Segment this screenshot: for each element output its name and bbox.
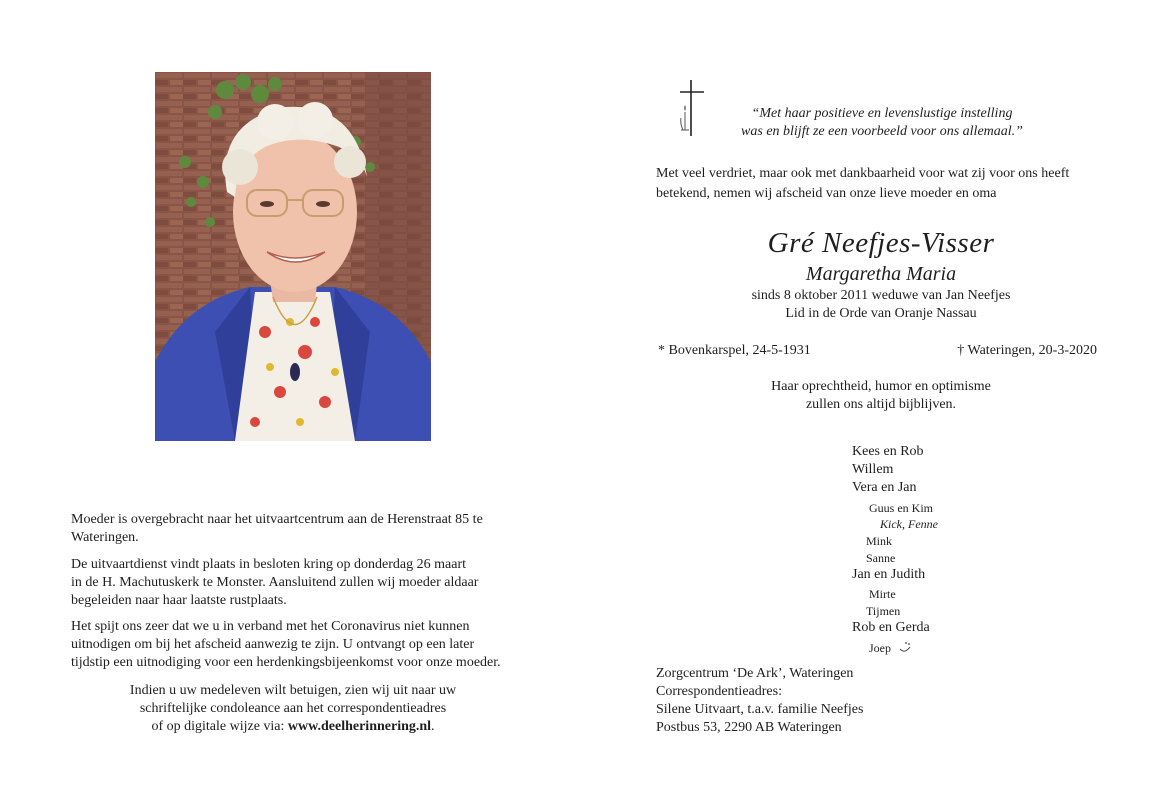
text-line: schriftelijke condoleance aan het correspondentieadres [139, 701, 447, 716]
corona-paragraph [71, 618, 515, 672]
deceased-name: Gré Neefjes-Visser [767, 227, 995, 259]
family-member: Willem [852, 462, 894, 477]
quote-line: was en blijft ze een voorbeeld voor ons allemaal.” [741, 124, 1023, 139]
widow-line: sinds 8 oktober 2011 weduwe van Jan Neefjes [751, 288, 1011, 303]
death-date: † Wateringen, 20-3-2020 [957, 343, 1097, 358]
family-member: Mirte [869, 587, 896, 601]
correspondence-address [656, 665, 976, 737]
quote-line: “Met haar positieve en levenslustige instelling [751, 106, 1013, 121]
portrait-photo [155, 72, 431, 441]
address-line: Zorgcentrum ‘De Ark’, Wateringen [656, 666, 854, 681]
cross-with-candle-icon [677, 78, 707, 138]
smiley-doodle-icon [898, 640, 912, 654]
address-line: Postbus 53, 2290 AB Wateringen [656, 720, 842, 735]
family-member: Jan en Judith [852, 567, 926, 582]
family-member: Tijmen [866, 604, 901, 618]
address-line: Silene Uitvaart, t.a.v. familie Neefjes [656, 702, 864, 717]
family-member: Kees en Rob [852, 444, 924, 459]
intro-line: Met veel verdriet, maar ook met dankbaarheid voor wat zij voor ons heeft [656, 166, 1070, 181]
service-paragraph [71, 556, 515, 610]
announcement-intro [656, 164, 1106, 204]
text-line-prefix: of op digitale wijze via: [151, 719, 288, 734]
text-line: in de H. Machutuskerk te Monster. Aansluitend zullen wij moeder aldaar [71, 575, 479, 590]
transfer-paragraph [71, 511, 515, 547]
memorial-quote [712, 105, 1052, 141]
honor-line: Lid in de Orde van Oranje Nassau [785, 306, 977, 321]
address-line: Correspondentieadres: [656, 684, 782, 699]
text-line: uitnodigen om bij het afscheid aanwezig te zijn. U ontvangt op een later [71, 637, 475, 652]
family-member: Kick, Fenne [880, 517, 938, 531]
deceased-given-names: Margaretha Maria [805, 263, 957, 285]
family-member: Guus en Kim [869, 501, 933, 515]
intro-line: betekend, nemen wij afscheid van onze lieve moeder en oma [656, 186, 997, 201]
text-line: Moeder is overgebracht naar het uitvaartcentrum aan de Herenstraat 85 te [71, 512, 483, 527]
text-line-suffix: . [431, 719, 435, 734]
tribute-line: zullen ons altijd bijblijven. [805, 397, 957, 412]
condolence-paragraph [71, 682, 515, 736]
family-member: Vera en Jan [852, 480, 917, 495]
text-line: begeleiden naar haar laatste rustplaats. [71, 593, 287, 608]
birth-date: * Bovenkarspel, 24-5-1931 [658, 343, 811, 358]
text-line: tijdstip een uitnodiging voor een herdenkingsbijeenkomst voor onze moeder. [71, 655, 501, 670]
text-line: De uitvaartdienst vindt plaats in besloten kring op donderdag 26 maart [71, 557, 467, 572]
text-line: Wateringen. [71, 530, 139, 545]
text-line [71, 718, 515, 736]
text-line: Het spijt ons zeer dat we u in verband met het Coronavirus niet kunnen [71, 619, 470, 634]
family-member: Sanne [866, 551, 896, 565]
condolence-website-link[interactable]: www.deelherinnering.nl [287, 719, 432, 734]
family-member: Joep [869, 641, 891, 655]
tribute-line: Haar oprechtheid, humor en optimisme [771, 379, 991, 394]
family-member: Rob en Gerda [852, 620, 930, 635]
text-line: Indien u uw medeleven wilt betuigen, zien wij uit naar uw [129, 683, 457, 698]
family-member: Mink [866, 534, 893, 548]
